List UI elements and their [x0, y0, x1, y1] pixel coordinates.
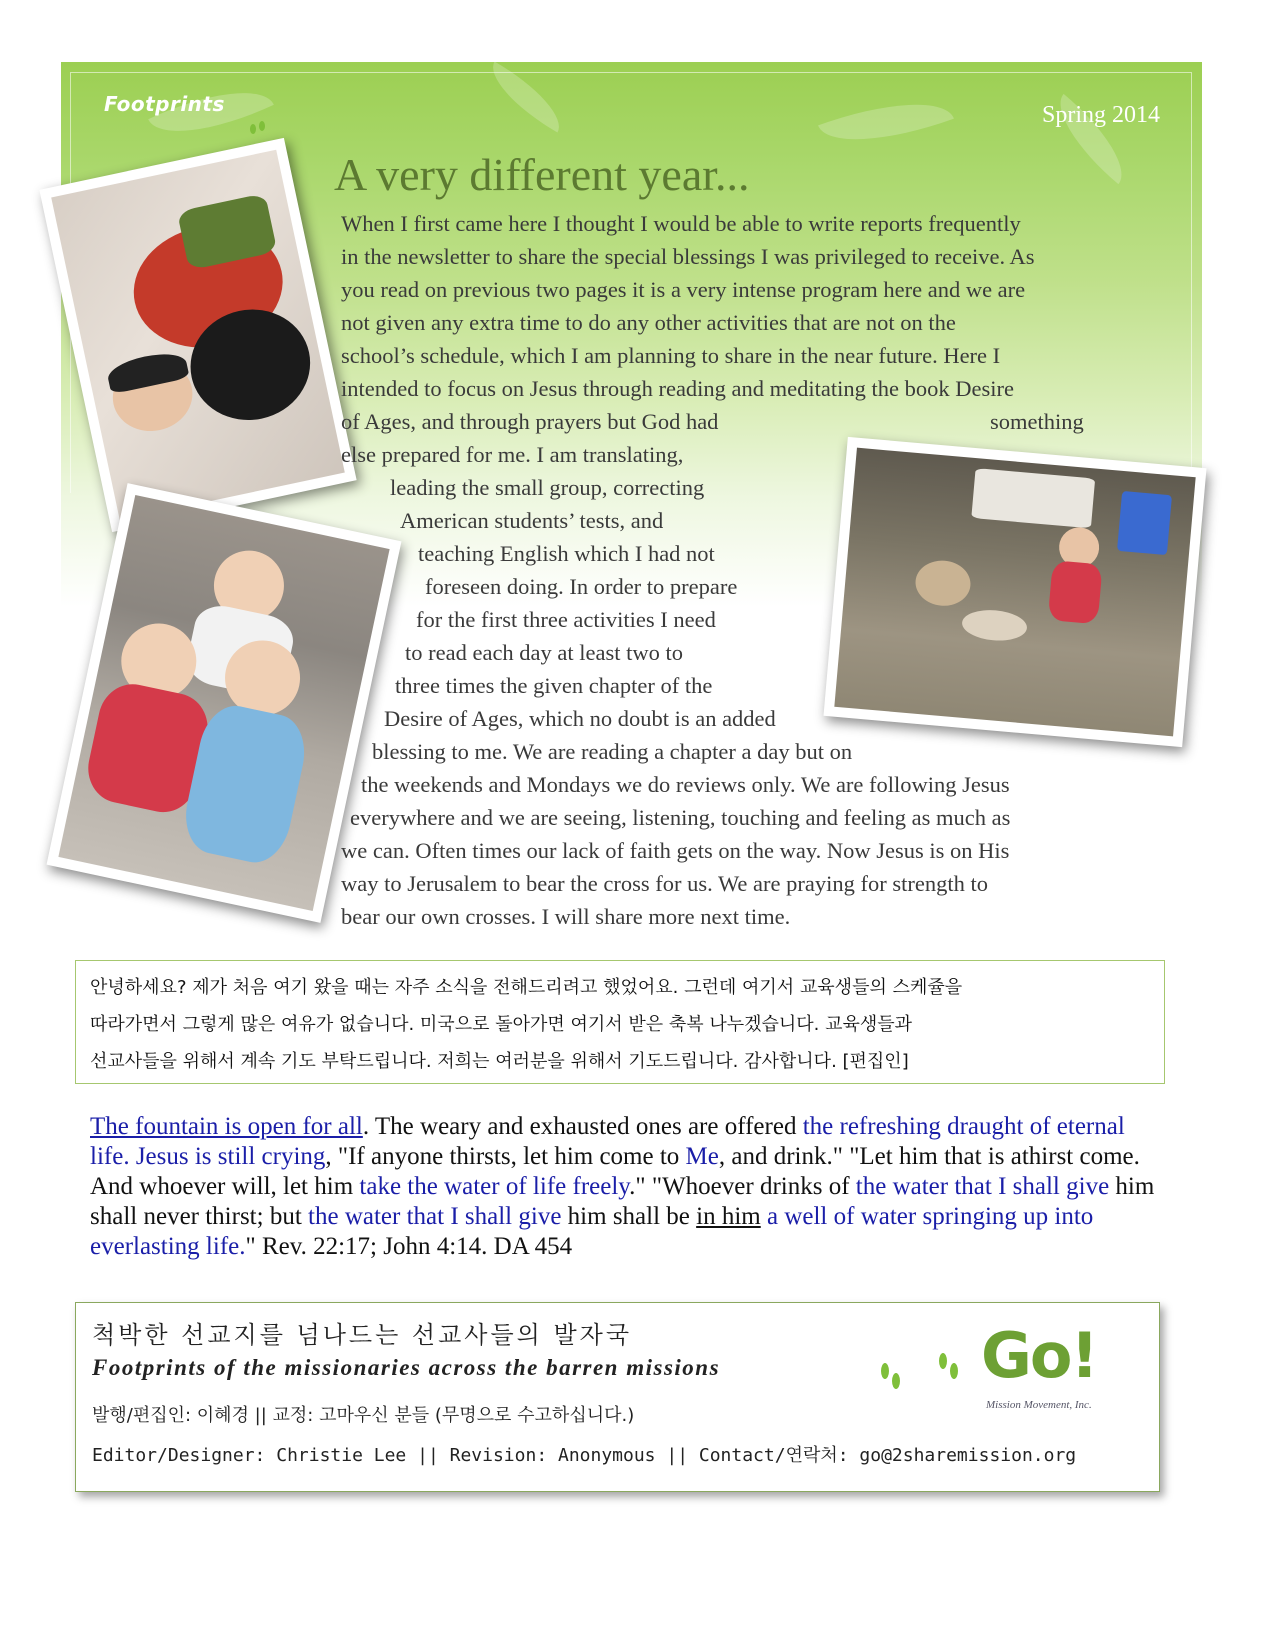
- article-line: to read each day at least two to: [405, 640, 684, 665]
- article-line: When I first came here I thought I would be able to write reports frequently: [341, 211, 1021, 236]
- article-line: school’s schedule, which I am planning to share in the near future. Here I: [341, 343, 1001, 368]
- footprints-icon: [934, 1347, 964, 1385]
- article-line: for the first three activities I need: [416, 607, 716, 632]
- quote-highlight: the water that I shall give: [855, 1173, 1110, 1200]
- article-line: bear our own crosses. I will share more next time.: [341, 904, 791, 929]
- article-line: Desire of Ages, which no doubt is an added: [384, 706, 776, 731]
- article-line: else prepared for me. I am translating,: [341, 442, 684, 467]
- quote-highlight: the refreshing draught of eternal life. Jesus is still crying: [90, 1113, 1125, 1170]
- article-headline: A very different year...: [334, 149, 750, 200]
- footer-title-english: Footprints of the missionaries across the barren missions: [92, 1355, 721, 1380]
- footer-credits-english: Editor/Designer: Christie Lee || Revision: Anonymous || Contact/연락처: go@2sharemission.org: [92, 1445, 1077, 1466]
- logo-wordmark: Go!: [981, 1319, 1097, 1392]
- quote-text: , "If anyone thirsts, let him come to: [325, 1143, 686, 1170]
- quote-text: . The weary and exhausted ones are offered: [362, 1113, 803, 1140]
- quote-text: ." "Whoever drinks of: [629, 1173, 856, 1200]
- quote-underlined: in him: [696, 1203, 761, 1230]
- article-line: something: [990, 409, 1084, 434]
- article-line: blessing to me. We are reading a chapter a day but on: [372, 739, 853, 764]
- photo-image: [834, 448, 1195, 737]
- korean-note-box: [75, 960, 1165, 1084]
- footer-box: [75, 1302, 1160, 1492]
- article-line: you read on previous two pages it is a very intense program here and we are: [341, 277, 1026, 302]
- brand-title: Footprints: [104, 92, 225, 116]
- quote-citation: " Rev. 22:17; John 4:14. DA 454: [245, 1233, 573, 1260]
- article-line: in the newsletter to share the special blessings I was privileged to receive. As: [341, 244, 1035, 269]
- korean-note-line: 따라가면서 그렇게 많은 여유가 없습니다. 미국으로 돌아가면 여기서 받은 축복 나누겠습니다. 교육생들과: [90, 1014, 913, 1035]
- photo-children-puppies: [823, 437, 1206, 747]
- article-line: the weekends and Mondays we do reviews only. We are following Jesus: [361, 772, 1010, 797]
- article-line: intended to focus on Jesus through reading and meditating the book Desire: [341, 376, 1014, 401]
- logo-subtitle: Mission Movement, Inc.: [986, 1399, 1092, 1411]
- article-line: everywhere and we are seeing, listening, touching and feeling as much as: [350, 805, 1011, 830]
- article-line: we can. Often times our lack of faith gets on the way. Now Jesus is on His: [341, 838, 1010, 863]
- article-line: foreseen doing. In order to prepare: [425, 574, 738, 599]
- korean-note-line: 선교사들을 위해서 계속 기도 부탁드립니다. 저희는 여러분을 위해서 기도드립니다. 감사합니다. [편집인]: [90, 1051, 909, 1072]
- article-line: three times the given chapter of the: [395, 673, 713, 698]
- quote-text: , and drink." "Let him that is athirst come. And whoever will, let him: [90, 1143, 1140, 1200]
- footer-credits-korean: 발행/편집인: 이혜경 || 교정: 고마우신 분들 (무명으로 수고하십니다.): [92, 1405, 635, 1426]
- issue-date: Spring 2014: [1041, 102, 1160, 128]
- article-line: way to Jerusalem to bear the cross for us. We are praying for strength to: [341, 871, 988, 896]
- quote-highlight: take the water of life freely: [359, 1173, 630, 1200]
- scripture-quote: [90, 1112, 1160, 1262]
- quote-highlight: a well of water springing up into everlasting life.: [90, 1203, 1094, 1260]
- footer-title-korean: 척박한 선교지를 넘나드는 선교사들의 발자국: [92, 1321, 633, 1349]
- quote-link[interactable]: The fountain is open for all: [90, 1113, 363, 1140]
- article-line: leading the small group, correcting: [390, 475, 705, 500]
- go-logo: [981, 1319, 1131, 1419]
- quote-text: him shall be: [561, 1203, 697, 1230]
- quote-highlight: the water that I shall give: [308, 1203, 562, 1230]
- article-line: teaching English which I had not: [418, 541, 715, 566]
- article-line: American students’ tests, and: [400, 508, 664, 533]
- footprints-icon: [246, 118, 270, 138]
- footprints-icon: [876, 1357, 906, 1395]
- article-line: not given any extra time to do any other activities that are not on the: [341, 310, 956, 335]
- korean-note-line: 안녕하세요? 제가 처음 여기 왔을 때는 자주 소식을 전해드리려고 했었어요. 그런데 여기서 교육생들의 스케쥴을: [90, 977, 963, 998]
- quote-text: him shall never thirst; but: [90, 1173, 1155, 1230]
- article-line: of Ages, and through prayers but God had: [341, 409, 719, 434]
- quote-highlight: Me: [685, 1143, 719, 1170]
